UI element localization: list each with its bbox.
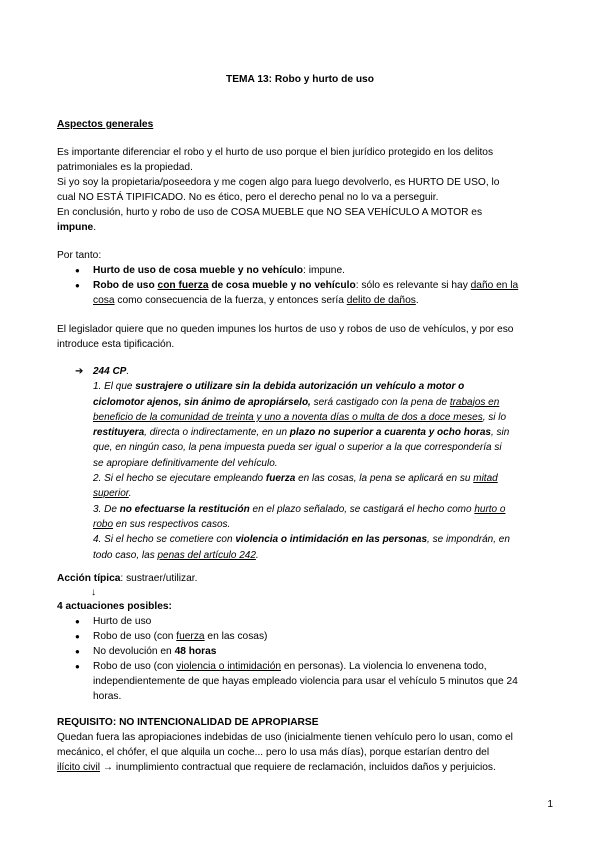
- list-item: ● Robo de uso (con fuerza en las cosas): [93, 629, 558, 644]
- arrow-icon: ➔: [75, 366, 84, 377]
- list-item: ● Robo de uso (con violencia o intimidación en personas). La violencia lo envenena todo, independientemente de que hayas empleado violencia para usar el vehículo 5 minutos que 24 horas.: [93, 659, 558, 704]
- actuaciones-heading: 4 actuaciones posibles:: [57, 601, 172, 612]
- paragraph-legislador: El legislador quiere que no queden impunes los hurtos de uso y robos de uso de vehículos, y por eso introduce esta tipificación.: [57, 324, 514, 350]
- paragraph-requisito: Quedan fuera las apropiaciones indebidas de uso (inicialmente tienen vehículo pero lo usan, como el mecánico, el chófer, el que alquila un coche... pero lo usa más días), porque estarían dentro del ilícito civil → inumplimiento contractual que requiere de reclamación, incluidos daños y perjuicios.: [57, 732, 513, 773]
- list-item: ● Hurto de uso de cosa mueble y no vehículo: impune.: [93, 263, 558, 278]
- page-title: TEMA 13: Robo y hurto de uso: [226, 74, 374, 85]
- list-item: ● Hurto de uso: [93, 614, 558, 629]
- section-heading: Aspectos generales: [57, 119, 154, 130]
- por-tanto: Por tanto:: [57, 250, 102, 261]
- down-arrow-icon: ↓: [91, 587, 97, 598]
- list-item: ● Robo de uso con fuerza de cosa mueble y no vehículo: sólo es relevante si hay daño en la cosa como consecuencia de la fuerza, y entonces sería delito de daños.: [93, 278, 558, 308]
- requisito-heading: REQUISITO: NO INTENCIONALIDAD DE APROPIARSE: [57, 717, 319, 728]
- article-244: 244 CP. 1. El que sustrajere o utilizare sin la debida autorización un vehículo a motor o ciclomotor ajenos, sin ánimo de apropiárselo, será castigado con la pena de trabajos en beneficio de la comunidad de treinta y uno a noventa días o multa de dos a doce meses, si lo restituyera, directa o indirectamente, en un plazo no superior a cuarenta y ocho horas, sin que, en ningún caso, la pena impuesta pueda ser igual o superior a la que correspondería si se apropiare definitivamente del vehículo. 2. Si el hecho se ejecutare empleando fuerza en las cosas, la pena se aplicará en su mitad superior. 3. De no efectuarse la restitución en el plazo señalado, se castigará el hecho como hurto o robo en sus respectivos casos. 4. Si el hecho se cometiere con violencia o intimidación en las personas, se impondrán, en todo caso, las penas del artículo 242.: [93, 366, 510, 561]
- paragraph-intro: Es importante diferenciar el robo y el hurto de uso porque el bien jurídico protegido en los delitos patrimoniales es la propiedad. Si yo soy la propietaria/poseedora y me cogen algo para luego devolverlo, es HURTO DE USO, lo cual NO ESTÁ TIPIFICADO. No es ético, pero el derecho penal no lo va a perseguir. En conclusión, hurto y robo de uso de COSA MUEBLE que NO SEA VEHÍCULO A MOTOR es impune.: [57, 147, 500, 233]
- list-item: ● No devolución en 48 horas: [93, 644, 558, 659]
- page-number: 1: [547, 799, 553, 810]
- accion-tipica: Acción típica: sustraer/utilizar.: [57, 573, 198, 584]
